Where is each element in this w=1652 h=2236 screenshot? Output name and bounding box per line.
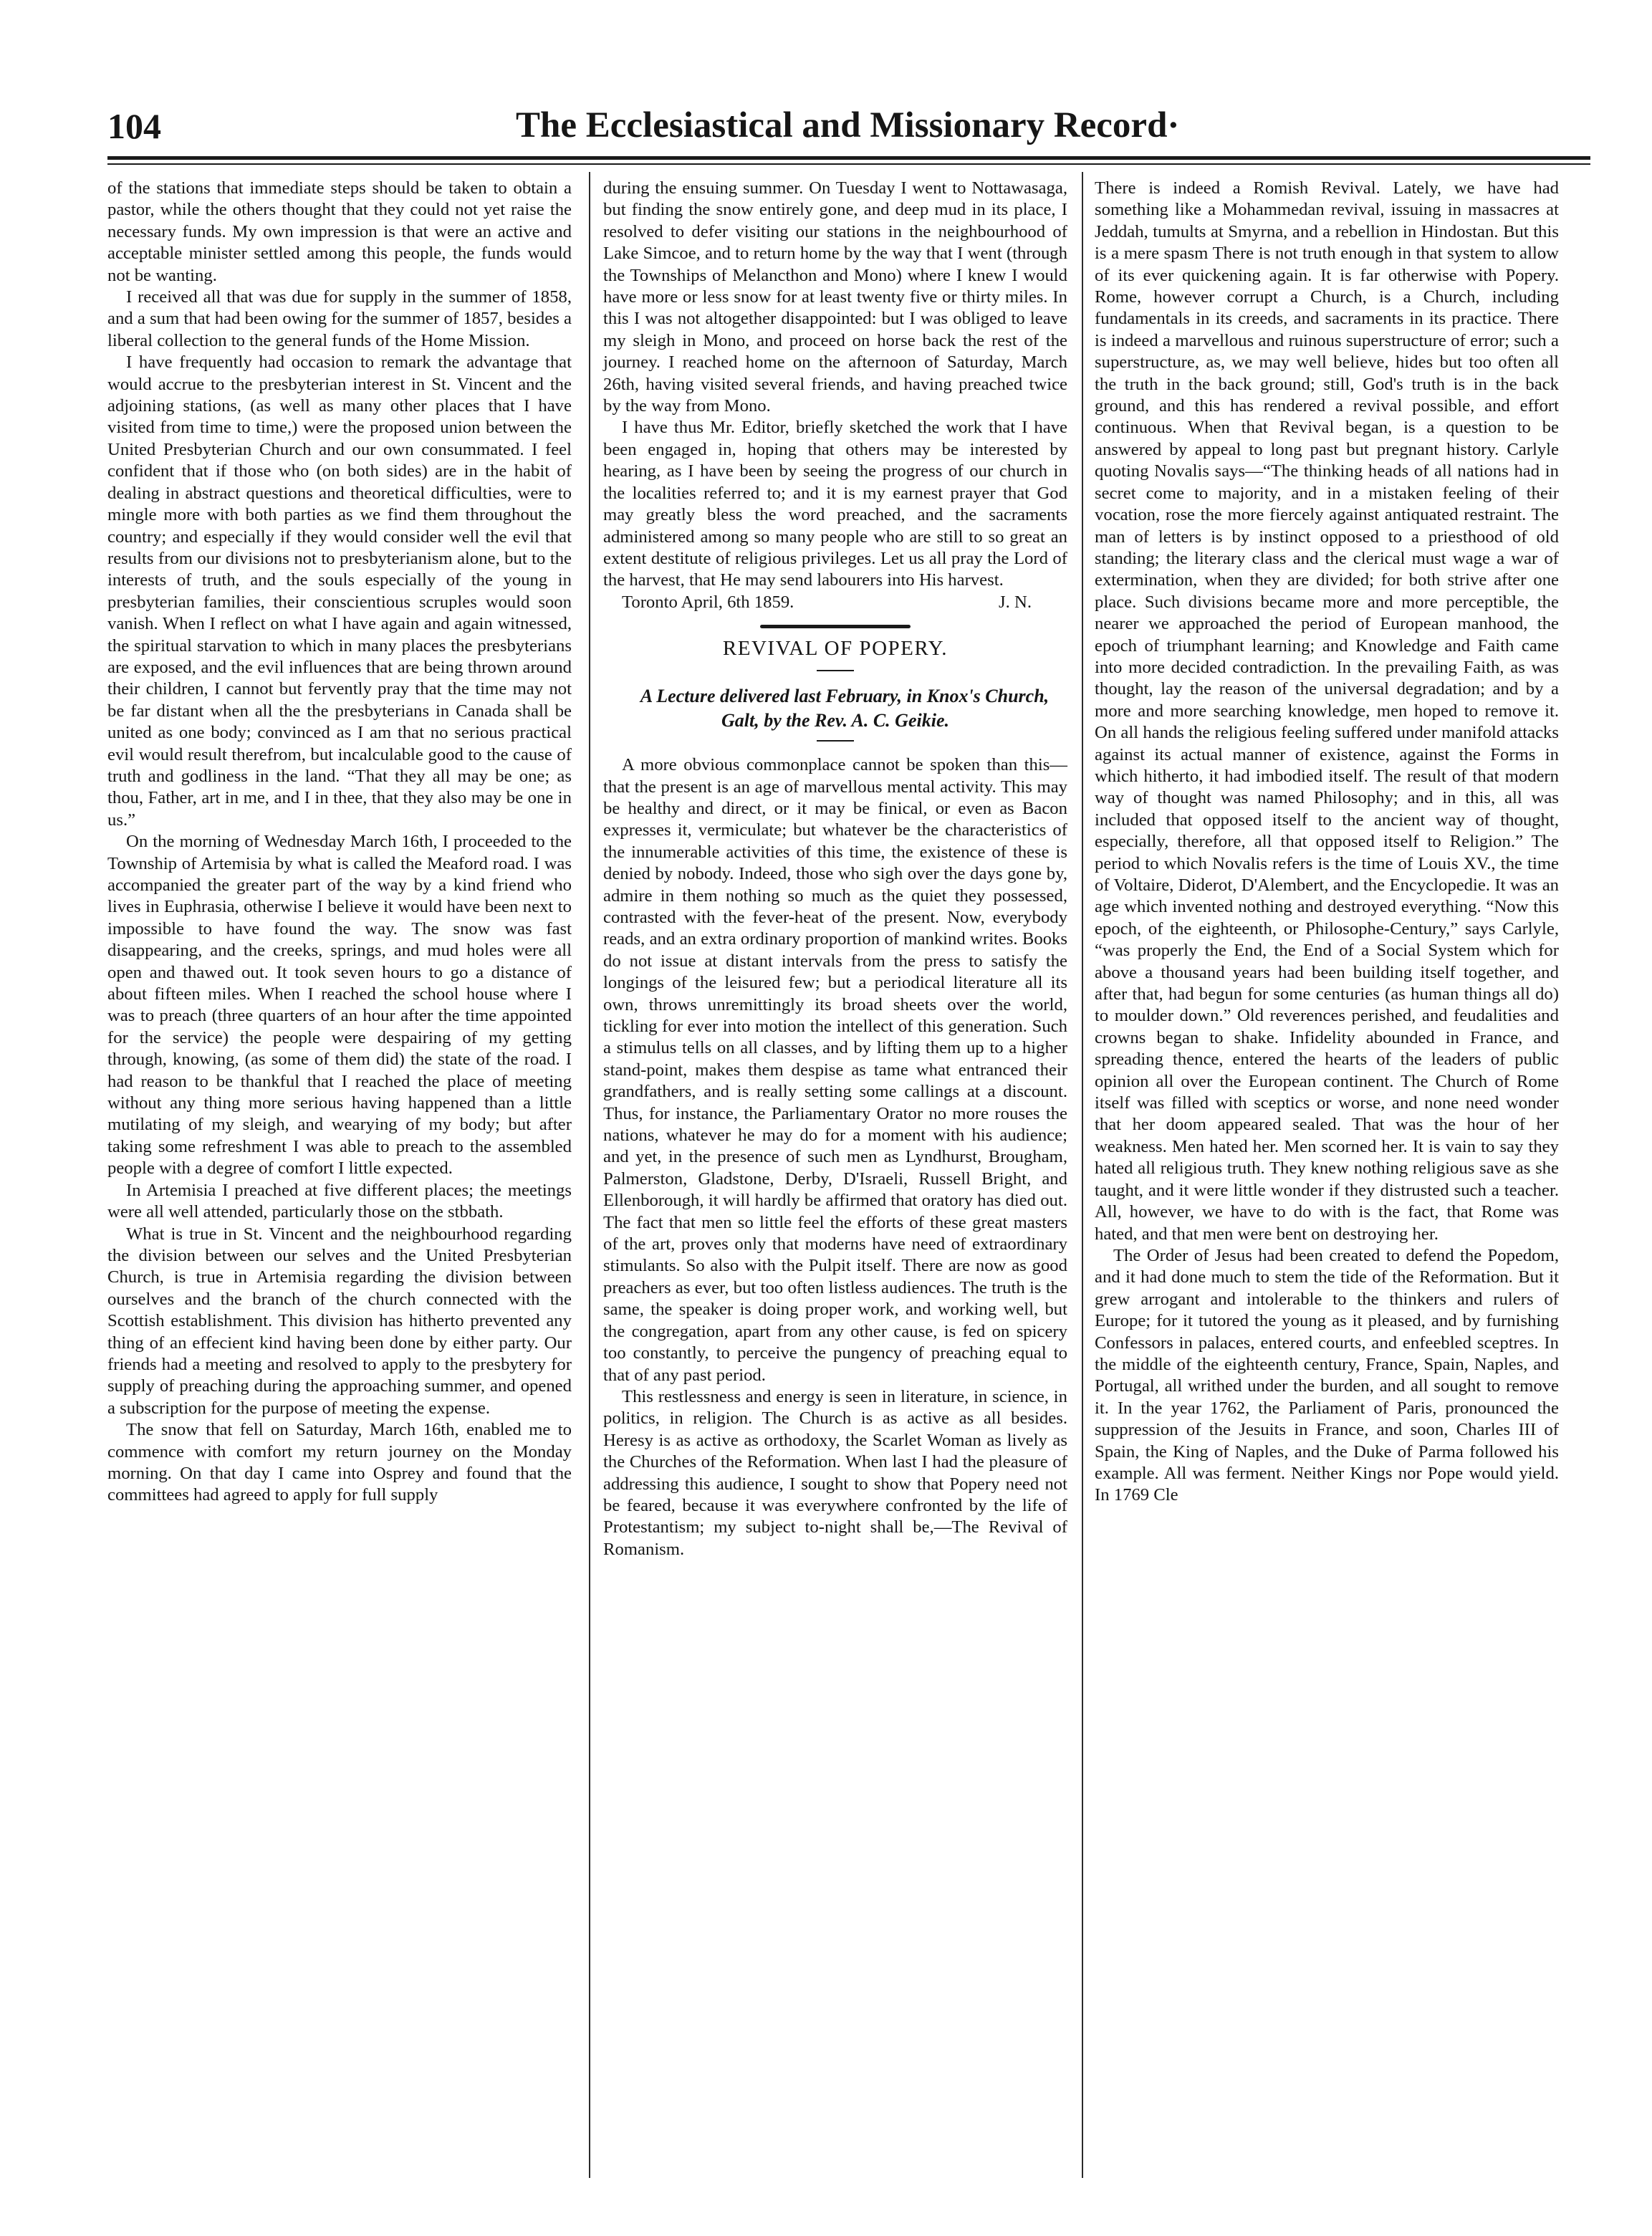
page-header — [107, 100, 1590, 158]
paragraph: I have frequently had occasion to remark the advantage that would accrue to the presbyterian interest in St. Vincent and the adjoining stations, (as well as many other places that I have visited from time to time,) were the proposed union between the United Presbyterian Church and our own consummated. I feel confident that if those who (on both sides) are in the habit of dealing in abstract questions and theoretical difficulties, were to mingle more with both parties as we find them throughout the country; and especially if they would consider well the evil that results from our divisions not to presbyterianism alone, but to the interests of truth, and the souls especially of the young in presbyterian families, their conscientious scruples would soon vanish. When I reflect on what I have again and again witnessed, the spiritual starvation to which in many places the presbyterians are exposed, and the evil influences that are being thrown around their children, I cannot but fervently pray that the time may not be far distant when all the the presbyterians in Canada shall be united as one body; convinced as I am that no serious practical evil would result therefrom, but incalculable good to the cause of truth and godliness in the land. “That they all may be one; as thou, Father, art in me, and I in thee, that they also may be one in us.” — [107, 352, 572, 830]
header-rule-thick — [107, 156, 1590, 160]
subtitle-rule — [817, 740, 854, 742]
newspaper-page — [107, 100, 1590, 2192]
running-title: The Ecclesiastical and Missionary Record· — [516, 105, 1180, 145]
paragraph: The Order of Jesus had been created to defend the Popedom, and it had done much to stem the tide of the Reformation. But it grew arrogant and intolerable to the thinkers and rulers of Europe; for it tutored the young as it pleased, and by furnishing Confessors in palaces, entered courts, and enfeebled sceptres. In the middle of the eighteenth century, France, Spain, Naples, and Portugal, all writhed under the burden, and all sought to remove it. In the year 1762, the Parliament of Paris, pronounced the suppression of the Jesuits in France, and soon, Charles III of Spain, the King of Naples, and the Duke of Parma followed his example. All was ferment. Neither Kings nor Pope would yield. In 1769 Cle — [1095, 1245, 1559, 1505]
column-3 — [1095, 178, 1559, 1507]
signoff-place-date: Toronto April, 6th 1859. — [622, 592, 794, 612]
header-rule-thin — [107, 163, 1590, 165]
paragraph: This restlessness and energy is seen in literature, in science, in politics, in religion. The Church is as active as all besides. Heresy is as active as orthodoxy, the Scarlet Woman as lively as the Churches of the Reformation. When last I had the pleasure of addressing this audience, I sought to show that Popery need not be feared, because it was everywhere confronted by the life of Protestantism; my subject to-night shall be,—The Revival of Romanism. — [603, 1386, 1067, 1559]
paragraph: I have thus Mr. Editor, briefly sketched the work that I have been engaged in, hoping that others may be interested by hearing, as I have been by seeing the progress of our church in the localities referred to; and it is my earnest prayer that God may greatly bless the word preached, and the sacraments administered among so many people who are still to so great an extent destitute of religious privileges. Let us all pray the Lord of the harvest, that He may send labourers into His harvest. — [603, 418, 1067, 590]
title-rule — [817, 670, 854, 671]
paragraph: On the morning of Wednesday March 16th, I proceeded to the Township of Artemisia by what is called the Meaford road. I was accompanied the greater part of the way by a kind friend who lives in Euphrasia, otherwise I believe it would have been next to impossible to have found the way. The snow was fast disappearing, and the creeks, springs, and mud holes were all open and thawed out. It took seven hours to go a distance of about fifteen miles. When I reached the school house where I was to preach (three quarters of an hour after the time appointed for the service) the people were despairing of my getting through, knowing, (as some of them did) the state of the road. I had reason to be thankful that I reached the place of meeting without any thing more serious having happened than a little mutilating of my sleigh, and wearying of my body; but after taking some refreshment I was able to preach to the assembled people with a degree of comfort I little expected. — [107, 832, 572, 1179]
column-divider — [1082, 172, 1083, 2178]
paragraph: A more obvious commonplace cannot be spoken than this—that the present is an age of marvellous mental activity. This may be healthy and direct, or it may be finical, or even as Bacon expresses it, vermiculate; but whatever be the characteristics of the innumerable activities of this time, the existence of these is denied by nobody. Indeed, those who sigh over the days gone by, admire in them nothing so much as the quiet they possessed, contrasted with the fever-heat of the present. Now, everybody reads, and an extra ordinary proportion of mankind writes. Books do not issue at distant intervals from the press to satisfy the longings of the leisured few; but a periodical literature all its own, throws unremittingly its broad sheets over the world, tickling for ever into motion the intellect of this generation. Such a stimulus tells on all classes, and by lifting them up to a higher stand-point, makes them despise as tame what entranced their grandfathers, and is really setting some callings at a discount. Thus, for instance, the Parliamentary Orator no more rouses the nations, whatever he may do for a moment with his audience; and yet, in the presence of such men as Lyndhurst, Brougham, Palmerston, Gladstone, Derby, D'Israeli, Russell Bright, and Ellenborough, it will hardly be affirmed that oratory has died out. The fact that men so little feel the efforts of these great masters of the art, proves only that moderns have need of extraordinary stimulants. So also with the Pulpit itself. There are now as good preachers as ever, but too often listless audiences. The truth is the same, the speaker is doing proper work, and working well, but the congregation, apart from any other cause, is fed on spicery too constantly, to perceive the pungency of preaching equal to that of any past period. — [603, 755, 1067, 1385]
section-title: REVIVAL OF POPERY. — [722, 637, 949, 661]
paragraph: In Artemisia I preached at five different places; the meetings were all well attended, particularly those on the stbbath. — [107, 1180, 572, 1222]
ornamental-rule — [760, 625, 911, 628]
column-1 — [107, 178, 572, 1507]
paragraph: What is true in St. Vincent and the neighbourhood regarding the division between our selves and the United Presbyterian Church, is true in Artemisia regarding the division between ourselves and the branch of the church connected with the Scottish establishment. This division has hitherto prevented any thing of an effecient kind having been done by either party. Our friends had a meeting and resolved to apply to the presbytery for supply of preaching during the approaching summer, and opened a subscription for the purpose of meeting the expense. — [107, 1224, 572, 1418]
section-subtitle: A Lecture delivered last February, in Knox's Church, Galt, by the Rev. A. C. Geikie. — [640, 686, 1050, 731]
paragraph: I received all that was due for supply in the summer of 1858, and a sum that had been owing for the summer of 1857, besides a liberal collection to the general funds of the Home Mission. — [107, 287, 572, 350]
page-number: 104 — [107, 106, 161, 146]
signoff-initials: J. N. — [999, 592, 1032, 612]
paragraph: during the ensuing summer. On Tuesday I went to Nottawasaga, but finding the snow entirely gone, and deep mud in its place, I resolved to defer visiting our stations in the neighbourhood of Lake Simcoe, and to return home by the way that I went (through the Townships of Melancthon and Mono) where I knew I would have more or less snow for at least twenty five or thirty miles. In this I was not altogether disappointed: but I was obliged to leave my sleigh in Mono, and proceed on horse back the rest of the journey. I reached home on the afternoon of Saturday, March 26th, having visited several friends, and having preached twice by the way from Mono. — [603, 178, 1067, 416]
column-2 — [603, 178, 1067, 1560]
paragraph: The snow that fell on Saturday, March 16th, enabled me to commence with comfort my return journey on the Monday morning. On that day I came into Osprey and found that the committees had agreed to apply for full supply — [107, 1420, 572, 1505]
column-divider — [589, 172, 590, 2178]
paragraph: of the stations that immediate steps should be taken to obtain a pastor, while the others thought that they could not yet raise the necessary funds. My own impression is that were an active and acceptable minister settled among this people, the funds would not be wanting. — [107, 178, 572, 285]
letter-signoff — [603, 592, 1067, 613]
paragraph: There is indeed a Romish Revival. Lately, we have had something like a Mohammedan revival, issuing in massacres at Jeddah, tumults at Smyrna, and a rebellion in Hindostan. But this is a mere spasm There is not truth enough in that system to allow of its ever quickening again. It is far otherwise with Popery. Rome, however corrupt a Church, is a Church, including fundamentals in its creeds, and sacraments in its practice. There is indeed a marvellous and ruinous superstructure of error; such a superstructure, as, we may well believe, hides but too often all the truth in the back ground; still, God's truth is in the back ground, and this has rendered a revival possible, and effort continuous. When that Revival began, is a question to be answered by appeal to long past but pregnant history. Carlyle quoting Novalis says—“The thinking heads of all nations had in secret come to majority, and in a mistaken feeling of their vocation, rose the more fiercely against antiquated restraint. The man of letters is by instinct opposed to a priesthood of old standing; the literary class and the clerical must wage a war of extermination, when they are divided; for both strive after one place. Such divisions became more and more perceptible, the nearer we approached the period of European manhood, the epoch of triumphant learning; and Knowledge and Faith came into more decided contradiction. In the prevailing Faith, as was thought, lay the reason of the universal degradation; and by a more and more searching knowledge, men hoped to remove it. On all hands the religious feeling suffered under manifold attacks against its actual manner of existence, against the Forms in which hitherto, it had imbodied itself. The result of that modern way of thought was named Philosophy; and in this, all was included that opposed itself to the ancient way of thought, especially, therefore, all that opposed itself to Religion.” The period to which Novalis refers is the time of Louis XV., the time of Voltaire, Diderot, D'Alembert, and the Encyclopedie. It was an age which invented nothing and destroyed everything. “Now this epoch, of the eighteenth, or Philosophe-Century,” says Carlyle, “was properly the End, the End of a Social System which for above a thousand years had been building itself together, and after that, had begun for some centuries (as human things all do) to moulder down.” Old reverences perished, and feudalities and crowns began to shake. Infidelity abounded in France, and spreading thence, entered the hearts of the leaders of public opinion all over the European continent. The Church of Rome itself was filled with sceptics or worse, and none need wonder that her doom appeared sealed. That was the hour of her weakness. Men hated her. Men scorned her. It is vain to say they hated all religious truth. They knew nothing religious save as she taught, and it were little wonder if they distrusted such a teacher. All, however, we have to do with is the fact, that Rome was hated, and that men were bent on destroying her. — [1095, 178, 1559, 1244]
